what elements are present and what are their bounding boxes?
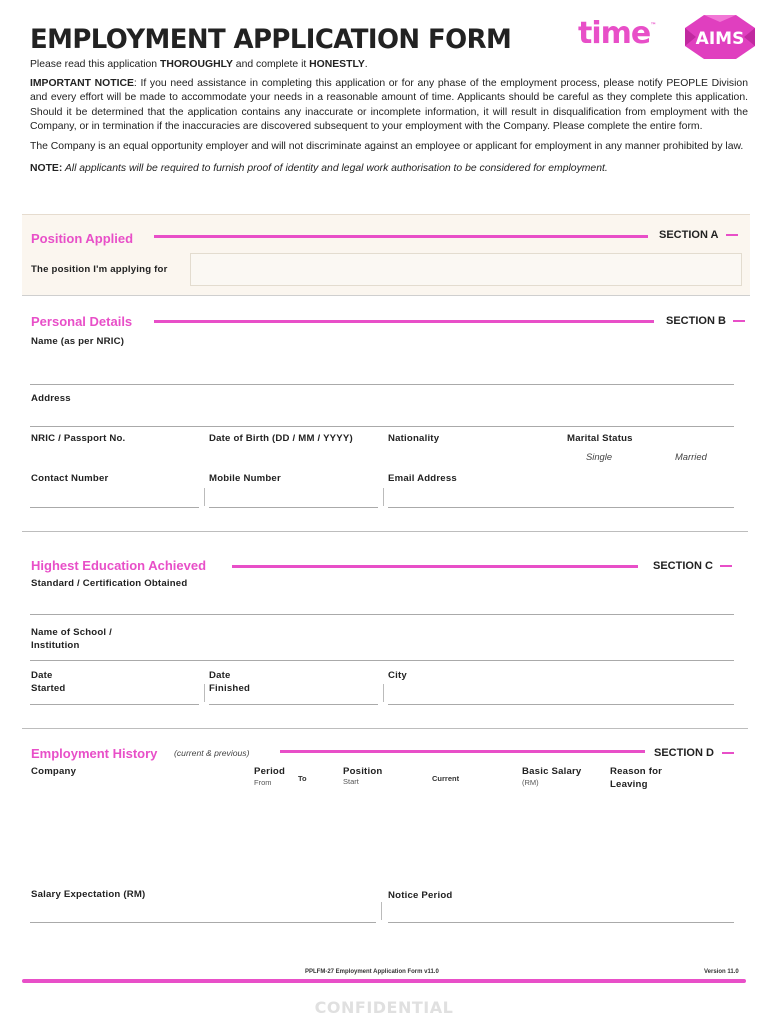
notice-period-label: Notice Period <box>388 890 453 901</box>
important-notice: IMPORTANT NOTICE: If you need assistance in completing this application or for any phase of the employment process, please notify PEOPLE Division and every effort will be made to accommodate your needs in a reasonable amount of time. Applicants should be careful as they complete this application. Should it be determined that the application contains any inaccurate or incomplete information, it will result in disqualification from employment with the Company, or in termination if the inaccuracies are discovered subsequent to your employment with the Company. Please complete the entire form. <box>30 78 748 132</box>
position-current-label: Current <box>432 774 460 783</box>
contact-number-label: Contact Number <box>31 473 109 484</box>
email-address-field[interactable] <box>388 507 734 508</box>
position-applied-label: The position I'm applying for <box>31 264 168 275</box>
position-applied-input[interactable] <box>190 253 742 286</box>
section-a-label: SECTION A <box>659 229 719 241</box>
aims-logo-text: AIMS <box>695 29 745 49</box>
aims-logo <box>684 14 756 60</box>
notice-period-field[interactable] <box>388 922 734 923</box>
field-separator <box>381 902 382 920</box>
note: NOTE: All applicants will be required to furnish proof of identity and legal work authorisation to be considered for employment. <box>30 163 608 175</box>
contact-number-field[interactable] <box>30 507 199 508</box>
date-finished-label: Date Finished <box>209 670 251 694</box>
position-column-header: Position <box>343 766 383 777</box>
date-started-label: Date Started <box>31 670 66 694</box>
address-label: Address <box>31 393 71 404</box>
field-separator <box>383 684 384 702</box>
field-separator <box>383 488 384 506</box>
basic-salary-unit: (RM) <box>522 778 539 787</box>
section-d-subtitle: (current & previous) <box>174 748 250 758</box>
section-c-rule <box>232 565 638 568</box>
confidential-watermark: CONFIDENTIAL <box>314 998 454 1017</box>
field-separator <box>204 488 205 506</box>
school-label: Name of School / Institution <box>31 627 113 651</box>
period-to-label: To <box>298 774 307 783</box>
section-a-title: Position Applied <box>31 231 134 246</box>
nric-label: NRIC / Passport No. <box>31 433 126 444</box>
nationality-label: Nationality <box>388 433 440 444</box>
form-code: PPLFM-27 Employment Application Form v11.0 <box>305 969 439 975</box>
certification-label: Standard / Certification Obtained <box>31 578 188 589</box>
marital-option-married[interactable]: Married <box>675 451 707 462</box>
salary-expectation-label: Salary Expectation (RM) <box>31 889 146 900</box>
section-b-dash <box>733 320 745 322</box>
section-divider <box>22 728 748 729</box>
footer-rule <box>22 979 746 983</box>
trademark-mark: ™ <box>650 22 656 29</box>
position-start-label: Start <box>343 777 359 786</box>
equal-opportunity-statement: The Company is an equal opportunity employer and will not discriminate against an employee or applicant for employment in any manner prohibited by law. <box>30 141 744 153</box>
section-c-label: SECTION C <box>653 560 713 572</box>
section-b-label: SECTION B <box>666 315 726 327</box>
section-c-dash <box>720 565 732 567</box>
section-d-rule <box>280 750 645 753</box>
page-title: EMPLOYMENT APPLICATION FORM <box>30 24 512 55</box>
form-version: Version 11.0 <box>704 969 739 975</box>
section-c-title: Highest Education Achieved <box>31 558 207 573</box>
school-field[interactable] <box>30 660 734 661</box>
reason-for-leaving-column-header: Reason for Leaving <box>610 766 663 790</box>
email-address-label: Email Address <box>388 473 457 484</box>
section-a-dash <box>726 234 738 236</box>
intro-instruction: Please read this application THOROUGHLY and complete it HONESTLY. <box>30 59 368 70</box>
section-b-rule <box>154 320 654 323</box>
city-field[interactable] <box>388 704 734 705</box>
marital-option-single[interactable]: Single <box>586 451 613 462</box>
name-field[interactable] <box>30 384 734 385</box>
section-d-dash <box>722 752 734 754</box>
intro-block <box>30 58 748 182</box>
field-separator <box>204 684 205 702</box>
address-field[interactable] <box>30 426 734 427</box>
mobile-number-label: Mobile Number <box>209 473 281 484</box>
date-finished-field[interactable] <box>209 704 378 705</box>
basic-salary-column-header: Basic Salary <box>522 766 582 777</box>
dob-label: Date of Birth (DD / MM / YYYY) <box>209 433 353 444</box>
company-column-header: Company <box>31 766 77 777</box>
date-started-field[interactable] <box>30 704 199 705</box>
certification-field[interactable] <box>30 614 734 615</box>
mobile-number-field[interactable] <box>209 507 378 508</box>
section-divider <box>22 531 748 532</box>
city-label: City <box>388 670 407 681</box>
period-column-header: Period <box>254 766 286 777</box>
salary-expectation-field[interactable] <box>30 922 376 923</box>
section-b-title: Personal Details <box>31 314 133 329</box>
section-d-label: SECTION D <box>654 747 714 759</box>
section-a-rule <box>154 235 648 238</box>
section-d-title: Employment History <box>31 746 158 761</box>
time-logo-text: time <box>578 16 651 51</box>
period-from-label: From <box>254 778 272 787</box>
name-label: Name (as per NRIC) <box>31 336 125 347</box>
time-logo <box>578 16 655 51</box>
marital-status-label: Marital Status <box>567 433 633 444</box>
